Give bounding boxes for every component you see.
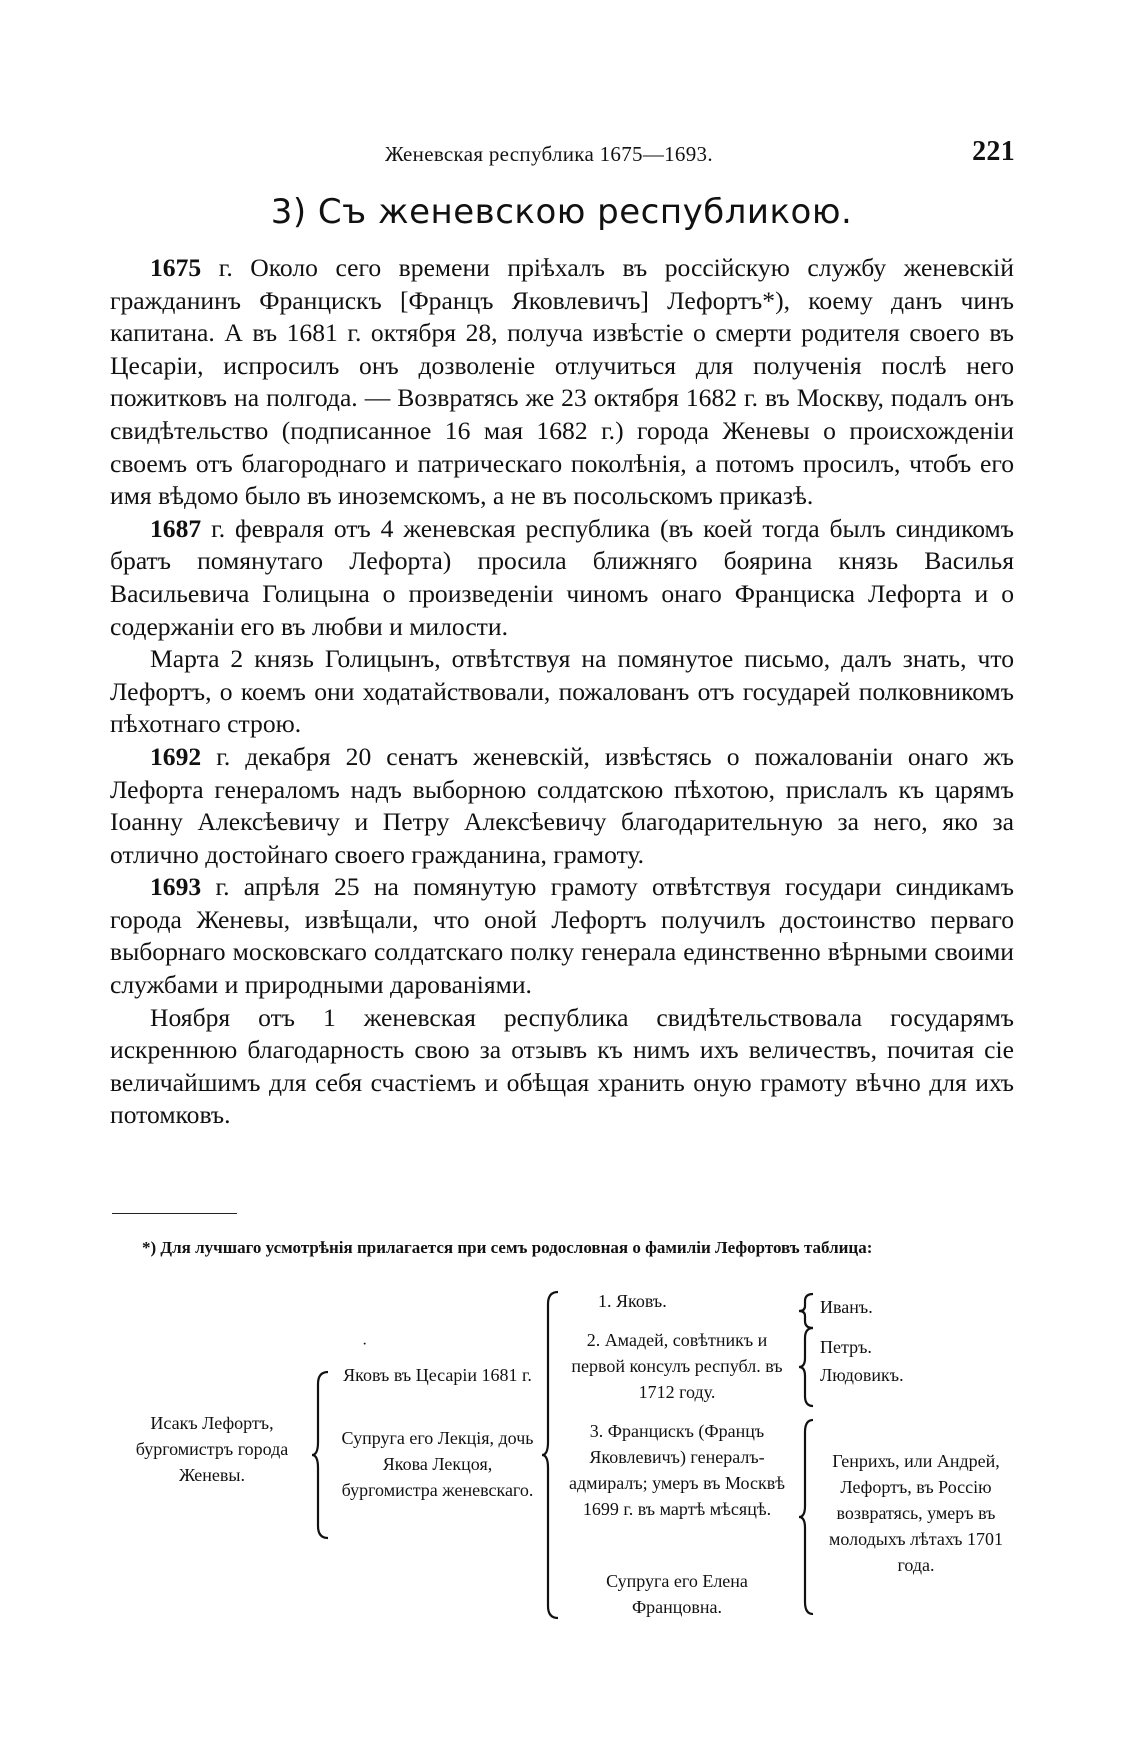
- year-label: 1693: [150, 872, 202, 902]
- paragraph-1675: [110, 252, 1014, 513]
- paragraph-november: [110, 1002, 1014, 1132]
- grandchild-petr: Петръ.: [820, 1337, 872, 1357]
- brace-gen2: [310, 1370, 332, 1540]
- grandchild-lyudovik: Людовикъ.: [820, 1365, 904, 1385]
- genealogy-root: Исакъ Лефортъ, бургомистръ города Женевы.: [135, 1413, 289, 1485]
- page-number: 221: [972, 136, 1015, 167]
- paragraph-text: г. февраля отъ 4 женевская республика (въ коей тогда былъ синдикомъ братъ помянутаго Лефорта) просила ближняго боярина князь Василья Васильевича Голицына о произведеніи чиномъ онаго Франциска Лефорта и о содержаніи его въ любви и милости.: [110, 513, 1014, 641]
- year-label: 1687: [150, 513, 202, 543]
- paragraph-text: г. декабря 20 сенатъ женевскій, извѣстясь о пожалованіи онаго жъ Лефорта генераломъ надъ выборною солдатскою пѣхотою, прислалъ къ царямъ Іоанну Алексѣевичу и Петру Алексѣевичу благодарительную за него, яко за отлично достойнаго своего гражданина, грамоту.: [110, 741, 1014, 869]
- footnote-mark: *): [142, 1238, 157, 1257]
- paragraph-1692: [110, 741, 1014, 871]
- grandchild-genrikh: Генрихъ, или Андрей, Лефортъ, въ Россію возвратясь, умеръ въ молодыхъ лѣтахъ 1701 года.: [829, 1451, 1003, 1575]
- gen2-person: Яковъ въ Цесаріи 1681 г.: [343, 1365, 532, 1385]
- child-3-spouse: Супруга его Елена Францовна.: [606, 1571, 748, 1617]
- child-2: 2. Амадей, совѣтникъ и первой консулъ республ. въ 1712 году.: [571, 1330, 783, 1402]
- footnote-rule: [112, 1213, 237, 1214]
- year-label: 1675: [150, 253, 202, 282]
- body-text: [110, 252, 1014, 1132]
- brace-children: [540, 1290, 562, 1620]
- grandchild-ivan: Иванъ.: [820, 1297, 873, 1317]
- table-dot: ·: [362, 1336, 368, 1353]
- paragraph-1687: [110, 513, 1014, 643]
- year-label: 1692: [150, 741, 202, 771]
- gen2-spouse: Супруга его Лекція, дочь Якова Лекцоя, бургомистра женевскаго.: [341, 1428, 534, 1500]
- paragraph-text: г. апрѣля 25 на помянутую грамоту отвѣтствуя государи синдикамъ города Женевы, извѣщали, что оной Лефортъ получилъ достоинство перваго выборнаго московскаго солдатскаго полку генерала единственно вѣрными своими службами и природными дарованіями.: [110, 872, 1014, 1000]
- paragraph-text: Ноября отъ 1 женевская республика свидѣтельствовала государямъ искреннюю благодарность свою за отзывъ къ нимъ ихъ величествъ, почитая сіе величайшимъ для себя счастіемъ и обѣщая хранить оную грамоту вѣчно для ихъ потомковъ.: [110, 1002, 1014, 1130]
- brace-franz: [797, 1418, 817, 1616]
- child-1: 1. Яковъ.: [598, 1291, 667, 1311]
- footnote: [112, 1236, 1014, 1259]
- running-title: Женевская республика 1675—1693.: [385, 142, 713, 166]
- footnote-text: Для лучшаго усмотрѣнія прилагается при семъ родословная о фамиліи Лефортовъ таблица:: [156, 1238, 873, 1257]
- brace-yakov: [797, 1292, 817, 1330]
- child-3: 3. Францискъ (Францъ Яковлевичъ) генералъ-адмиралъ; умеръ въ Москвѣ 1699 г. въ мартѣ мѣсяцѣ.: [569, 1421, 785, 1519]
- paragraph-march: [110, 643, 1014, 741]
- paragraph-text: Марта 2 князь Голицынъ, отвѣтствуя на помянутое письмо, далъ знать, что Лефортъ, о коемъ они ходатайствовали, пожалованъ отъ государей полковникомъ пѣхотнаго строю.: [110, 644, 1014, 739]
- brace-amadei: [797, 1326, 817, 1408]
- section-heading: 3) Съ женевскою республикою.: [270, 192, 853, 232]
- paragraph-text: г. Около сего времени пріѣхалъ въ россійскую службу женевскій гражданинъ Францискъ [Францъ Яковлевичъ] Лефортъ*), коему данъ чинъ капитана. А въ 1681 г. октября 28, получа извѣстіе о смерти родителя своего въ Цесаріи, испросилъ онъ дозволеніе отлучиться для полученія послѣ него пожитковъ на полгода. — Возвратясь же 23 октября 1682 г. въ Москву, подалъ онъ свидѣтельство (подписанное 16 мая 1682 г.) города Женевы о происхожденіи своемъ отъ благороднаго и патрическаго поколѣнія, а потомъ просилъ, чтобъ его имя вѣдомо было въ иноземскомъ, а не въ посольскомъ приказѣ.: [110, 253, 1014, 511]
- paragraph-1693: [110, 871, 1014, 1001]
